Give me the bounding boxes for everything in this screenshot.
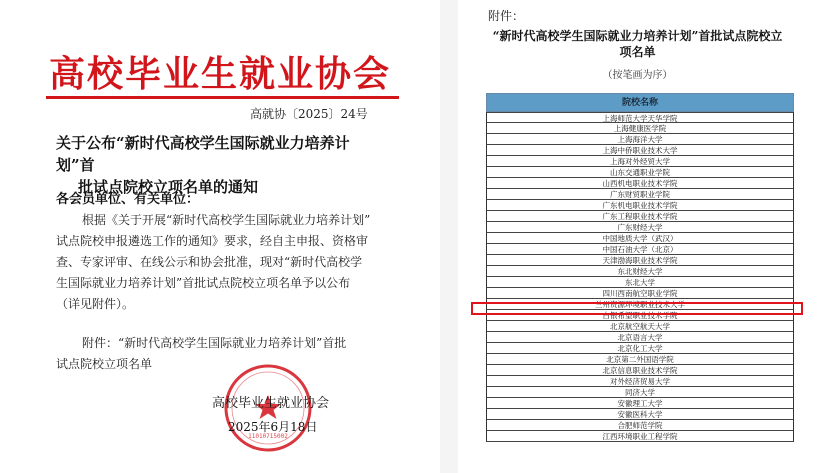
table-row: 四川西南航空职业学院 (486, 288, 794, 299)
table-row: 上海中侨职业技术大学 (486, 145, 794, 156)
table-row: 上海对外经贸大学 (486, 156, 794, 167)
list-title (470, 28, 805, 60)
table-row: 对外经济贸易大学 (486, 376, 794, 387)
table-row: 东北财经大学 (486, 266, 794, 277)
table-row: 北京信息职业技术学院 (486, 365, 794, 376)
highlight-box (471, 302, 803, 315)
table-row: 白银希望职业技术学院 (486, 310, 794, 321)
table-row: 北京化工大学 (486, 343, 794, 354)
signature-organization: 高校毕业生就业协会 (212, 396, 330, 411)
table-row: 同济大学 (486, 387, 794, 398)
table-row: 广东财经大学 (486, 222, 794, 233)
table-row: 北京第二外国语学院 (486, 354, 794, 365)
table-row: 广东机电职业技术学院 (486, 200, 794, 211)
table-body (486, 112, 794, 442)
table-row: 山西机电职业技术学院 (486, 178, 794, 189)
body-line: 生国际就业力培养计划”首批试点院校立项名单予以公布 (56, 276, 351, 290)
attachment-line: 试点院校立项名单 (56, 357, 153, 371)
table-row: 合肥师范学院 (486, 420, 794, 431)
attachment-line: 附件：“新时代高校学生国际就业力培养计划”首批 (82, 336, 347, 350)
notice-body (56, 210, 376, 315)
signature-date: 2025年6月18日 (228, 420, 318, 434)
table-row: 广东工程职业技术学院 (486, 211, 794, 222)
body-line: （详见附件）。 (56, 297, 135, 311)
notice-title-line-1: 关于公布“新时代高校学生国际就业力培养计划”首 (56, 134, 350, 174)
table-row: 上海健康医学院 (486, 123, 794, 134)
org-letterhead: 高校毕业生就业协会 (48, 53, 391, 95)
notice-title-line-2: 批试点院校立项名单的通知 (78, 178, 259, 196)
body-line: 试点院校申报遴选工作的通知》要求，经自主申报、资格审 (56, 234, 369, 248)
table-row: 中国地质大学（武汉） (486, 233, 794, 244)
table-row: 安徽理工大学 (486, 398, 794, 409)
table-row: 上海师范大学天华学院 (486, 112, 794, 123)
table-row: 安徽医科大学 (486, 409, 794, 420)
red-divider (46, 96, 399, 99)
document-number: 高就协〔2025〕24号 (250, 107, 368, 121)
attachment-label: 附件： (488, 9, 525, 23)
table-row: 山东交通职业学院 (486, 167, 794, 178)
schools-table (486, 93, 794, 442)
list-title-line-1: “新时代高校学生国际就业力培养计划”首批试点院校立 (492, 29, 783, 43)
table-row: 北京语言大学 (486, 332, 794, 343)
list-subtitle: （按笔画为序） (602, 70, 673, 81)
salutation: 各会员单位、有关单位： (56, 192, 200, 207)
attachment-document (458, 0, 821, 473)
svg-text:11010715002: 11010715002 (248, 433, 288, 440)
table-row: 兰州资源环境职业技术大学 (486, 299, 794, 310)
list-title-line-2: 项名单 (619, 45, 656, 59)
body-line: 根据《关于开展“新时代高校学生国际就业力培养计划” (82, 213, 371, 227)
table-row: 江西环境职业工程学院 (486, 431, 794, 442)
table-row: 天津渤海职业技术学院 (486, 255, 794, 266)
page-gap (440, 0, 458, 473)
table-row: 广东财贸职业学院 (486, 189, 794, 200)
attachment-note (56, 333, 376, 375)
table-row: 东北大学 (486, 277, 794, 288)
table-row: 北京航空航天大学 (486, 321, 794, 332)
table-row: 上海海洋大学 (486, 134, 794, 145)
body-line: 查、专家评审、在线公示和协会批准，现对“新时代高校学 (56, 255, 363, 269)
table-row: 中国石油大学（北京） (486, 244, 794, 255)
table-header: 院校名称 (486, 93, 794, 112)
